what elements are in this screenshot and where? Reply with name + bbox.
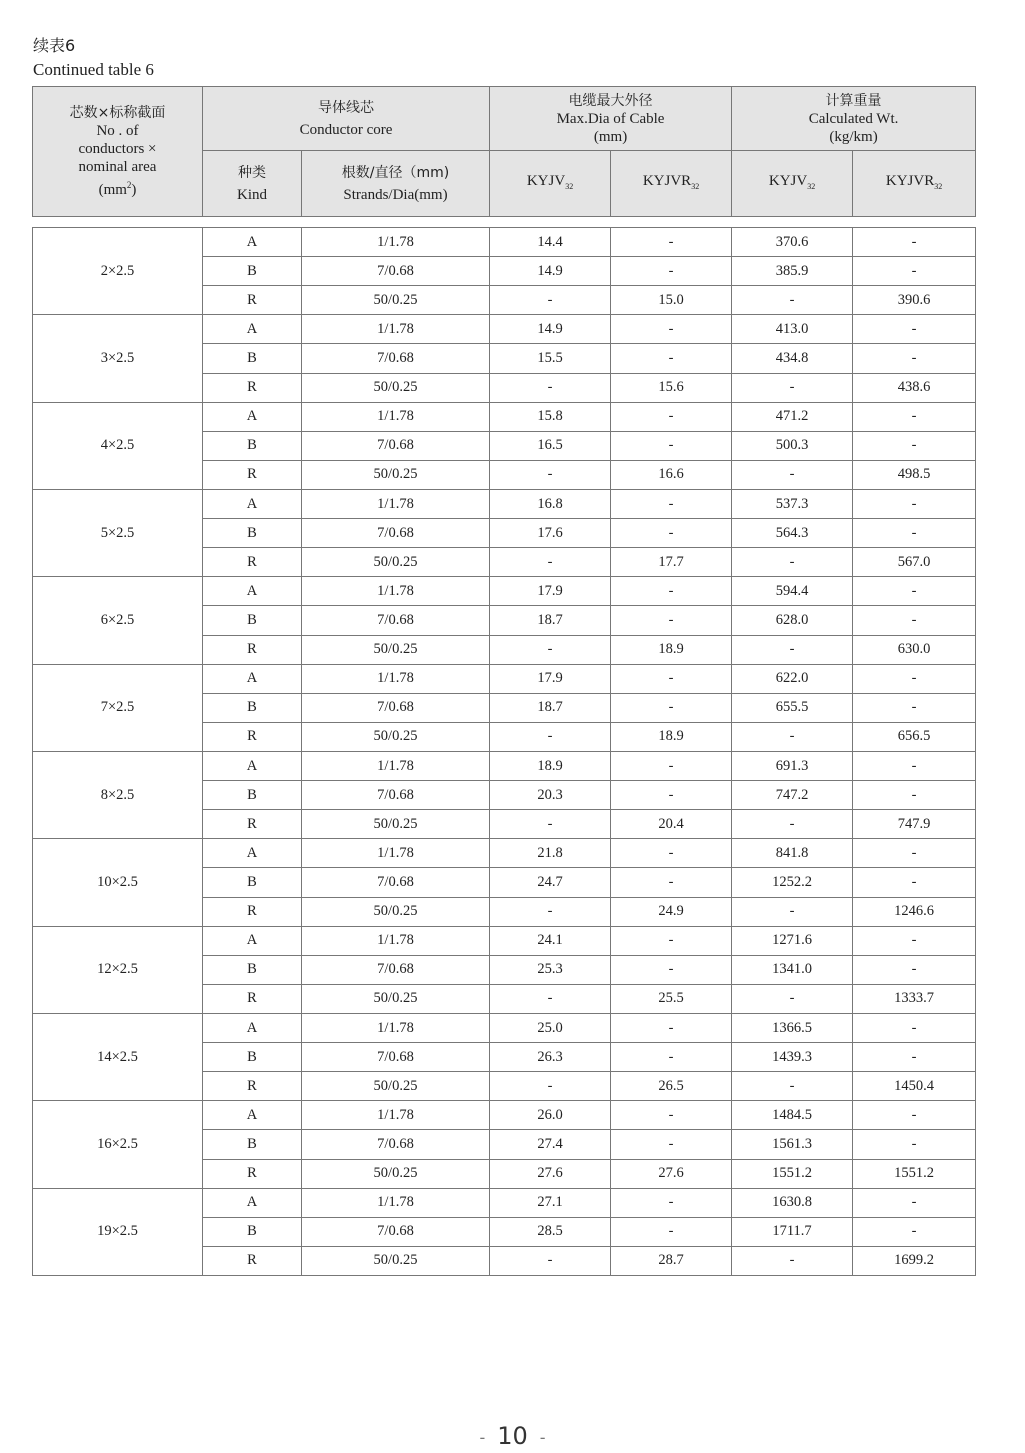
wt-kyjvr-cell: -: [853, 1130, 976, 1159]
dia-kyjv-cell: -: [490, 286, 611, 315]
wt-kyjv-cell: 628.0: [732, 606, 853, 635]
kind-cell: R: [203, 897, 302, 926]
wt-kyjv-cell: 413.0: [732, 315, 853, 344]
wt-kyjv-cell: 1711.7: [732, 1217, 853, 1246]
wt-kyjv-cell: 564.3: [732, 519, 853, 548]
dia-kyjv-cell: -: [490, 897, 611, 926]
header-dia-kyjvr32: $KYJVR_{32}$: [611, 151, 732, 217]
table-row: [33, 228, 976, 257]
wt-kyjv-cell: -: [732, 286, 853, 315]
wt-kyjvr-cell: 630.0: [853, 635, 976, 664]
dia-kyjv-cell: -: [490, 635, 611, 664]
strands-cell: 50/0.25: [302, 1072, 490, 1101]
dia-kyjv-cell: 27.4: [490, 1130, 611, 1159]
strands-cell: 50/0.25: [302, 1246, 490, 1275]
strands-cell: 50/0.25: [302, 286, 490, 315]
table-caption: [33, 34, 154, 82]
table-row: [33, 402, 976, 431]
dia-kyjvr-cell: -: [611, 228, 732, 257]
dia-kyjv-cell: 18.7: [490, 606, 611, 635]
strands-cell: 7/0.68: [302, 1130, 490, 1159]
dia-kyjvr-cell: -: [611, 402, 732, 431]
strands-cell: 1/1.78: [302, 751, 490, 780]
kind-cell: R: [203, 286, 302, 315]
dia-kyjv-cell: 24.7: [490, 868, 611, 897]
wt-kyjvr-cell: -: [853, 664, 976, 693]
kind-cell: R: [203, 548, 302, 577]
spec-cell: 10×2.5: [33, 839, 203, 926]
wt-kyjvr-cell: -: [853, 402, 976, 431]
dia-kyjv-cell: 20.3: [490, 781, 611, 810]
header-strands: 根数/直径（mm) Strands/Dia(mm): [302, 151, 490, 217]
data-table: [32, 227, 976, 1276]
kind-cell: A: [203, 1188, 302, 1217]
kind-cell: R: [203, 1072, 302, 1101]
dia-kyjv-cell: 24.1: [490, 926, 611, 955]
kind-cell: B: [203, 1217, 302, 1246]
header-wt-kyjvr32: $KYJVR_{32}$: [853, 151, 976, 217]
kind-cell: B: [203, 1043, 302, 1072]
dia-kyjv-cell: -: [490, 1246, 611, 1275]
dia-kyjv-cell: 14.9: [490, 257, 611, 286]
dia-kyjvr-cell: -: [611, 664, 732, 693]
kind-cell: A: [203, 402, 302, 431]
strands-cell: 7/0.68: [302, 257, 490, 286]
wt-kyjvr-cell: -: [853, 751, 976, 780]
table-row: [33, 577, 976, 606]
strands-cell: 7/0.68: [302, 344, 490, 373]
kind-cell: B: [203, 955, 302, 984]
wt-kyjv-cell: 537.3: [732, 489, 853, 518]
header-dia-kyjv32: $KYJV_{32}$: [490, 151, 611, 217]
spec-cell: 12×2.5: [33, 926, 203, 1013]
wt-kyjvr-cell: -: [853, 1217, 976, 1246]
dia-kyjvr-cell: 27.6: [611, 1159, 732, 1188]
wt-kyjvr-cell: -: [853, 868, 976, 897]
wt-kyjvr-cell: -: [853, 489, 976, 518]
wt-kyjv-cell: 1366.5: [732, 1013, 853, 1042]
wt-kyjvr-cell: -: [853, 257, 976, 286]
strands-cell: 7/0.68: [302, 868, 490, 897]
kind-cell: A: [203, 1013, 302, 1042]
dia-kyjv-cell: 14.9: [490, 315, 611, 344]
strands-cell: 1/1.78: [302, 926, 490, 955]
wt-kyjvr-cell: 1333.7: [853, 984, 976, 1013]
dia-kyjvr-cell: -: [611, 489, 732, 518]
wt-kyjv-cell: 385.9: [732, 257, 853, 286]
wt-kyjv-cell: -: [732, 1072, 853, 1101]
strands-cell: 1/1.78: [302, 402, 490, 431]
dia-kyjvr-cell: -: [611, 431, 732, 460]
wt-kyjvr-cell: 1450.4: [853, 1072, 976, 1101]
spec-cell: 19×2.5: [33, 1188, 203, 1275]
strands-cell: 1/1.78: [302, 1188, 490, 1217]
wt-kyjv-cell: 434.8: [732, 344, 853, 373]
wt-kyjv-cell: 1271.6: [732, 926, 853, 955]
header-max-dia: 电缆最大外径 Max.Dia of Cable (mm): [490, 87, 732, 151]
dia-kyjvr-cell: -: [611, 577, 732, 606]
dia-kyjvr-cell: 17.7: [611, 548, 732, 577]
wt-kyjv-cell: -: [732, 548, 853, 577]
wt-kyjv-cell: 747.2: [732, 781, 853, 810]
dia-kyjv-cell: 16.5: [490, 431, 611, 460]
wt-kyjvr-cell: -: [853, 577, 976, 606]
dia-kyjv-cell: 21.8: [490, 839, 611, 868]
strands-cell: 50/0.25: [302, 722, 490, 751]
kind-cell: R: [203, 810, 302, 839]
wt-kyjv-cell: 841.8: [732, 839, 853, 868]
table-row: [33, 751, 976, 780]
kind-cell: A: [203, 1101, 302, 1130]
strands-cell: 7/0.68: [302, 781, 490, 810]
wt-kyjvr-cell: -: [853, 228, 976, 257]
wt-kyjv-cell: 471.2: [732, 402, 853, 431]
kind-cell: B: [203, 519, 302, 548]
wt-kyjv-cell: -: [732, 810, 853, 839]
dia-kyjv-cell: 26.0: [490, 1101, 611, 1130]
strands-cell: 1/1.78: [302, 1013, 490, 1042]
wt-kyjvr-cell: -: [853, 344, 976, 373]
kind-cell: B: [203, 781, 302, 810]
kind-cell: R: [203, 1159, 302, 1188]
wt-kyjvr-cell: -: [853, 431, 976, 460]
wt-kyjv-cell: 1484.5: [732, 1101, 853, 1130]
wt-kyjvr-cell: 1551.2: [853, 1159, 976, 1188]
header-calculated-wt: 计算重量 Calculated Wt. (kg/km): [732, 87, 976, 151]
wt-kyjv-cell: 1439.3: [732, 1043, 853, 1072]
kind-cell: R: [203, 373, 302, 402]
wt-kyjvr-cell: -: [853, 926, 976, 955]
dia-kyjv-cell: 18.7: [490, 693, 611, 722]
dia-kyjv-cell: -: [490, 1072, 611, 1101]
kind-cell: B: [203, 431, 302, 460]
wt-kyjvr-cell: -: [853, 1013, 976, 1042]
dia-kyjvr-cell: -: [611, 1217, 732, 1246]
table-row: [33, 1101, 976, 1130]
header-conductor-core: 导体线芯 Conductor core: [203, 87, 490, 151]
page-footer: - 10 -: [479, 1422, 546, 1450]
wt-kyjvr-cell: 747.9: [853, 810, 976, 839]
dia-kyjvr-cell: 26.5: [611, 1072, 732, 1101]
dia-kyjv-cell: 26.3: [490, 1043, 611, 1072]
table-row: [33, 1013, 976, 1042]
dia-kyjvr-cell: -: [611, 955, 732, 984]
dia-kyjv-cell: -: [490, 460, 611, 489]
strands-cell: 50/0.25: [302, 1159, 490, 1188]
dia-kyjvr-cell: -: [611, 1043, 732, 1072]
kind-cell: B: [203, 257, 302, 286]
wt-kyjvr-cell: 1699.2: [853, 1246, 976, 1275]
kind-cell: R: [203, 722, 302, 751]
header-kind: 种类 Kind: [203, 151, 302, 217]
strands-cell: 50/0.25: [302, 373, 490, 402]
wt-kyjvr-cell: 1246.6: [853, 897, 976, 926]
dia-kyjvr-cell: -: [611, 1130, 732, 1159]
page-number: 10: [497, 1422, 528, 1450]
dia-kyjvr-cell: 24.9: [611, 897, 732, 926]
wt-kyjvr-cell: 656.5: [853, 722, 976, 751]
wt-kyjv-cell: 500.3: [732, 431, 853, 460]
strands-cell: 1/1.78: [302, 664, 490, 693]
dia-kyjv-cell: -: [490, 984, 611, 1013]
spec-cell: 8×2.5: [33, 751, 203, 838]
wt-kyjvr-cell: 438.6: [853, 373, 976, 402]
wt-kyjvr-cell: -: [853, 781, 976, 810]
wt-kyjv-cell: 691.3: [732, 751, 853, 780]
dia-kyjvr-cell: 18.9: [611, 635, 732, 664]
strands-cell: 7/0.68: [302, 1043, 490, 1072]
dia-kyjv-cell: -: [490, 548, 611, 577]
table-row: [33, 839, 976, 868]
spec-cell: 2×2.5: [33, 228, 203, 315]
spec-cell: 16×2.5: [33, 1101, 203, 1188]
wt-kyjvr-cell: 390.6: [853, 286, 976, 315]
dia-kyjv-cell: 15.5: [490, 344, 611, 373]
strands-cell: 1/1.78: [302, 228, 490, 257]
strands-cell: 7/0.68: [302, 955, 490, 984]
dia-kyjv-cell: 16.8: [490, 489, 611, 518]
wt-kyjv-cell: 1630.8: [732, 1188, 853, 1217]
dia-kyjvr-cell: 20.4: [611, 810, 732, 839]
header-wt-kyjv32: $KYJV_{32}$: [732, 151, 853, 217]
dia-kyjvr-cell: 28.7: [611, 1246, 732, 1275]
dia-kyjvr-cell: 18.9: [611, 722, 732, 751]
dia-kyjvr-cell: -: [611, 344, 732, 373]
strands-cell: 50/0.25: [302, 635, 490, 664]
dia-kyjv-cell: -: [490, 373, 611, 402]
spec-cell: 6×2.5: [33, 577, 203, 664]
dia-kyjv-cell: 17.9: [490, 664, 611, 693]
strands-cell: 50/0.25: [302, 810, 490, 839]
kind-cell: A: [203, 751, 302, 780]
dia-kyjv-cell: -: [490, 722, 611, 751]
wt-kyjvr-cell: -: [853, 606, 976, 635]
dia-kyjvr-cell: 15.6: [611, 373, 732, 402]
wt-kyjv-cell: 622.0: [732, 664, 853, 693]
dia-kyjv-cell: 18.9: [490, 751, 611, 780]
table-row: [33, 926, 976, 955]
wt-kyjvr-cell: -: [853, 955, 976, 984]
wt-kyjvr-cell: -: [853, 1188, 976, 1217]
header-spec: 芯数×标称截面 No . of conductors × nominal area $(mm^2)$: [33, 87, 203, 217]
strands-cell: 7/0.68: [302, 431, 490, 460]
dia-kyjv-cell: 25.3: [490, 955, 611, 984]
wt-kyjv-cell: -: [732, 984, 853, 1013]
wt-kyjv-cell: -: [732, 460, 853, 489]
kind-cell: A: [203, 839, 302, 868]
dia-kyjv-cell: 28.5: [490, 1217, 611, 1246]
kind-cell: A: [203, 577, 302, 606]
dia-kyjvr-cell: -: [611, 257, 732, 286]
kind-cell: R: [203, 984, 302, 1013]
dia-kyjv-cell: 27.6: [490, 1159, 611, 1188]
kind-cell: B: [203, 693, 302, 722]
caption-english: Continued table 6: [33, 60, 154, 79]
kind-cell: R: [203, 460, 302, 489]
strands-cell: 1/1.78: [302, 315, 490, 344]
wt-kyjv-cell: 1252.2: [732, 868, 853, 897]
kind-cell: B: [203, 868, 302, 897]
dia-kyjv-cell: 17.9: [490, 577, 611, 606]
wt-kyjv-cell: 370.6: [732, 228, 853, 257]
spec-cell: 14×2.5: [33, 1013, 203, 1100]
dia-kyjvr-cell: -: [611, 693, 732, 722]
dia-kyjvr-cell: -: [611, 926, 732, 955]
kind-cell: A: [203, 664, 302, 693]
strands-cell: 7/0.68: [302, 693, 490, 722]
strands-cell: 50/0.25: [302, 984, 490, 1013]
dia-kyjvr-cell: -: [611, 839, 732, 868]
table-header: [32, 86, 976, 217]
kind-cell: A: [203, 926, 302, 955]
dia-kyjv-cell: 15.8: [490, 402, 611, 431]
wt-kyjv-cell: 655.5: [732, 693, 853, 722]
kind-cell: A: [203, 315, 302, 344]
dia-kyjvr-cell: 25.5: [611, 984, 732, 1013]
dia-kyjvr-cell: -: [611, 606, 732, 635]
dia-kyjv-cell: 17.6: [490, 519, 611, 548]
wt-kyjv-cell: 1341.0: [732, 955, 853, 984]
spec-cell: 5×2.5: [33, 489, 203, 576]
wt-kyjvr-cell: -: [853, 519, 976, 548]
strands-cell: 7/0.68: [302, 519, 490, 548]
dia-kyjvr-cell: -: [611, 1188, 732, 1217]
table-row: [33, 1188, 976, 1217]
caption-chinese: 续表6: [33, 36, 76, 55]
strands-cell: 50/0.25: [302, 897, 490, 926]
dia-kyjv-cell: 27.1: [490, 1188, 611, 1217]
spec-cell: 3×2.5: [33, 315, 203, 402]
wt-kyjv-cell: -: [732, 1246, 853, 1275]
wt-kyjv-cell: -: [732, 722, 853, 751]
kind-cell: R: [203, 635, 302, 664]
dia-kyjv-cell: 14.4: [490, 228, 611, 257]
wt-kyjv-cell: -: [732, 373, 853, 402]
wt-kyjv-cell: 1561.3: [732, 1130, 853, 1159]
strands-cell: 7/0.68: [302, 606, 490, 635]
dia-kyjv-cell: -: [490, 810, 611, 839]
strands-cell: 7/0.68: [302, 1217, 490, 1246]
table-row: [33, 664, 976, 693]
wt-kyjvr-cell: -: [853, 693, 976, 722]
strands-cell: 1/1.78: [302, 839, 490, 868]
kind-cell: B: [203, 344, 302, 373]
wt-kyjvr-cell: -: [853, 315, 976, 344]
strands-cell: 50/0.25: [302, 460, 490, 489]
kind-cell: A: [203, 228, 302, 257]
wt-kyjvr-cell: -: [853, 1101, 976, 1130]
strands-cell: 1/1.78: [302, 1101, 490, 1130]
dia-kyjvr-cell: -: [611, 519, 732, 548]
table-row: [33, 315, 976, 344]
spec-cell: 7×2.5: [33, 664, 203, 751]
strands-cell: 1/1.78: [302, 577, 490, 606]
kind-cell: B: [203, 1130, 302, 1159]
dia-kyjvr-cell: -: [611, 781, 732, 810]
kind-cell: A: [203, 489, 302, 518]
spec-cell: 4×2.5: [33, 402, 203, 489]
kind-cell: R: [203, 1246, 302, 1275]
dia-kyjvr-cell: -: [611, 1101, 732, 1130]
dia-kyjvr-cell: -: [611, 1013, 732, 1042]
dia-kyjvr-cell: -: [611, 868, 732, 897]
wt-kyjv-cell: -: [732, 635, 853, 664]
strands-cell: 1/1.78: [302, 489, 490, 518]
dia-kyjvr-cell: 15.0: [611, 286, 732, 315]
wt-kyjvr-cell: -: [853, 839, 976, 868]
wt-kyjv-cell: 594.4: [732, 577, 853, 606]
wt-kyjvr-cell: -: [853, 1043, 976, 1072]
kind-cell: B: [203, 606, 302, 635]
dia-kyjv-cell: 25.0: [490, 1013, 611, 1042]
dia-kyjvr-cell: -: [611, 315, 732, 344]
wt-kyjv-cell: -: [732, 897, 853, 926]
wt-kyjvr-cell: 498.5: [853, 460, 976, 489]
strands-cell: 50/0.25: [302, 548, 490, 577]
wt-kyjvr-cell: 567.0: [853, 548, 976, 577]
table-row: [33, 489, 976, 518]
dia-kyjvr-cell: -: [611, 751, 732, 780]
wt-kyjv-cell: 1551.2: [732, 1159, 853, 1188]
dia-kyjvr-cell: 16.6: [611, 460, 732, 489]
